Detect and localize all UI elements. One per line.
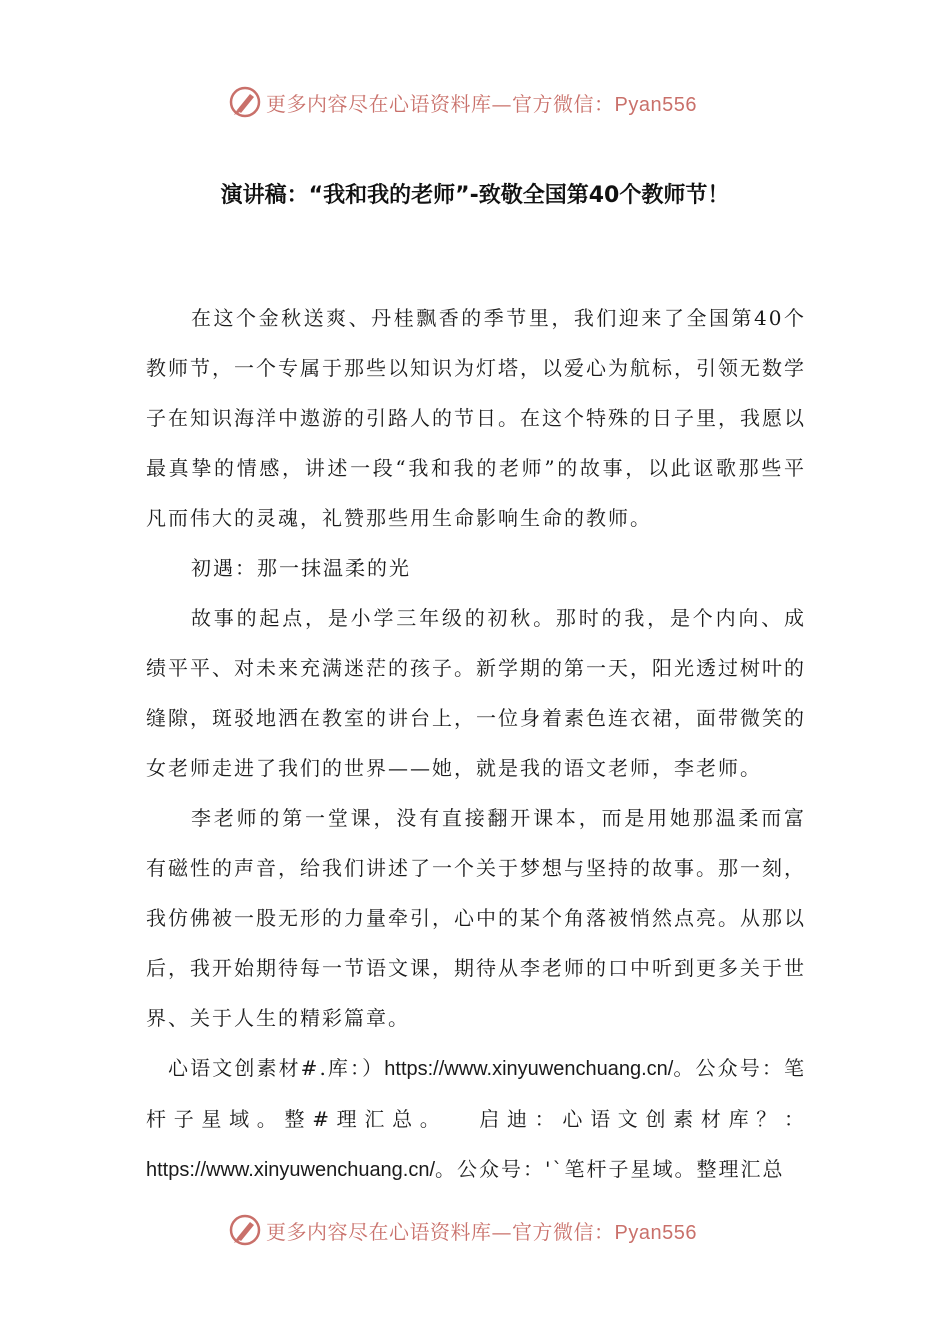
source-link-2[interactable]: https://www.xinyuwenchuang.cn/ [146, 1159, 436, 1181]
source-note: 心语文创素材#.库：）https://www.xinyuwenchuang.cn/。公众号：笔杆子星域。整#理汇总。 启迪：心语文创素材库？：https://www.xinyuwenchuang.cn/。公众号：'`笔杆子星域。整理汇总 [146, 1056, 806, 1181]
pen-nib-icon [228, 1213, 262, 1247]
article-body [146, 293, 806, 1195]
paragraph-story-start: 故事的起点，是小学三年级的初秋。那时的我，是个内向、成绩平平、对未来充满迷茫的孩子。新学期的第一天，阳光透过树叶的缝隙，斑驳地洒在教室的讲台上，一位身着素色连衣裙，面带微笑的女老师走进了我们的世界——她，就是我的语文老师，李老师。 [146, 606, 806, 780]
page-title: 演讲稿：“我和我的老师”-致敬全国第40个教师节！ [220, 183, 730, 208]
paragraph-intro: 在这个金秋送爽、丹桂飘香的季节里，我们迎来了全国第40个教师节，一个专属于那些以知识为灯塔，以爱心为航标，引领无数学子在知识海洋中遨游的引路人的节日。在这个特殊的日子里，我愿以最真挚的情感，讲述一段“我和我的老师”的故事，以此讴歌那些平凡而伟大的灵魂，礼赞那些用生命影响生命的教师。 [146, 306, 806, 530]
wechat-id: Pyan556 [614, 1221, 697, 1244]
footer-banner [228, 1210, 748, 1250]
source-link-1[interactable]: https://www.xinyuwenchuang.cn/ [384, 1058, 674, 1080]
pen-nib-icon [228, 85, 262, 119]
wechat-id: Pyan556 [614, 93, 697, 116]
paragraph-first-class: 李老师的第一堂课，没有直接翻开课本，而是用她那温柔而富有磁性的声音，给我们讲述了一个关于梦想与坚持的故事。那一刻，我仿佛被一股无形的力量牵引，心中的某个角落被悄然点亮。从那以后，我开始期待每一节语文课，期待从李老师的口中听到更多关于世界、关于人生的精彩篇章。 [146, 806, 806, 1030]
section-heading: 初遇：那一抹温柔的光 [191, 556, 411, 580]
banner-text: 更多内容尽在心语资料库—官方微信：Pyan556 [266, 1219, 697, 1244]
banner-text: 更多内容尽在心语资料库—官方微信：Pyan556 [266, 91, 697, 116]
header-banner [228, 82, 748, 122]
